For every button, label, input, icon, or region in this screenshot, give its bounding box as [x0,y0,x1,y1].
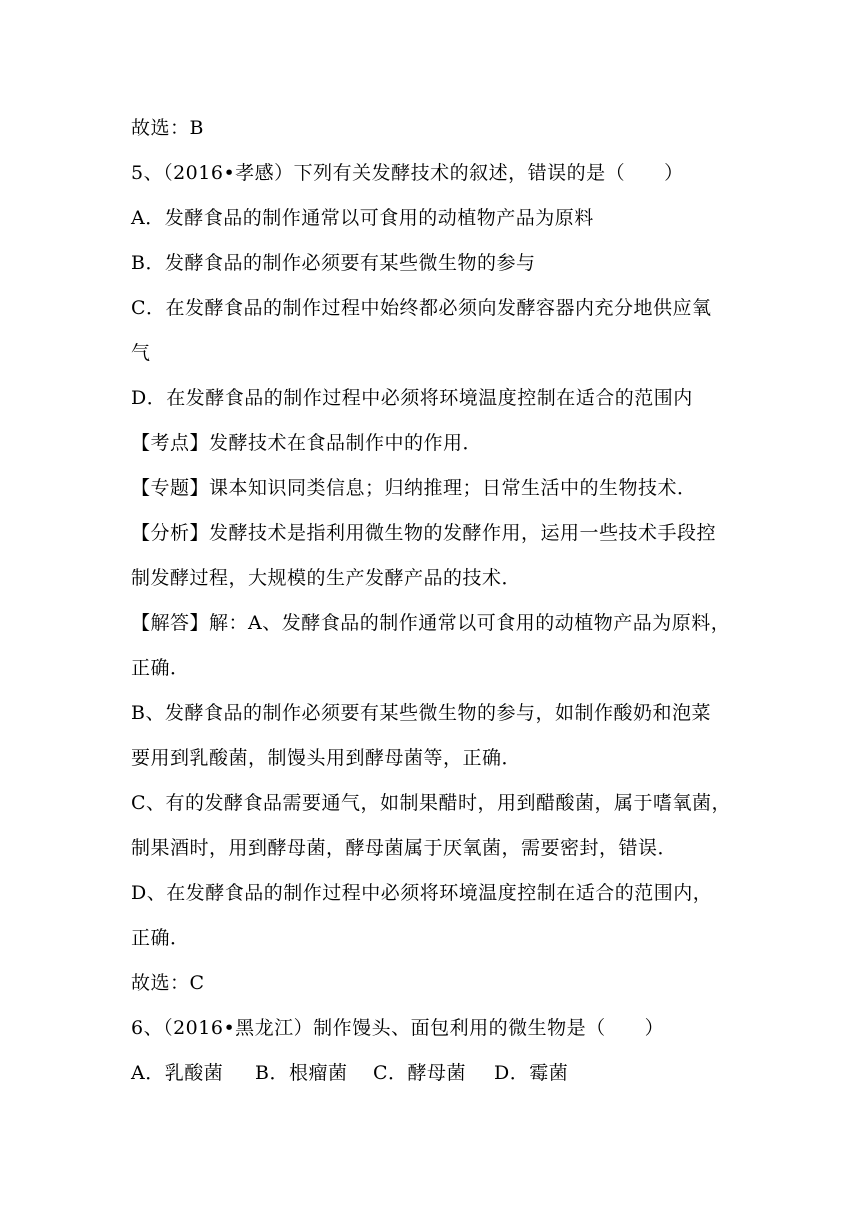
answer-choice-5: 故选：C [131,972,205,994]
jieda-line-1: 【解答】解：A、发酵食品的制作通常以可食用的动植物产品为原料， [131,612,731,634]
question-6-option-a: A．乳酸菌 [131,1062,224,1084]
question-6-option-d: D．霉菌 [494,1062,569,1084]
question-6-option-b: B．根瘤菌 [255,1062,348,1084]
explain-b-line-2: 要用到乳酸菌，制馒头用到酵母菌等，正确． [131,747,522,769]
question-5-option-a: A．发酵食品的制作通常以可食用的动植物产品为原料 [131,207,594,229]
explain-d-line-2: 正确． [131,927,190,949]
explain-b-line-1: B、发酵食品的制作必须要有某些微生物的参与，如制作酸奶和泡菜 [131,702,711,724]
question-5-stem: 5、（2016•孝感）下列有关发酵技术的叙述，错误的是（ ） [131,162,684,184]
fenxi-line-2: 制发酵过程，大规模的生产发酵产品的技术． [131,567,522,589]
explain-d-line-1: D、在发酵食品的制作过程中必须将环境温度控制在适合的范围内， [131,882,713,904]
explain-c-line-2: 制果酒时，用到酵母菌，酵母菌属于厌氧菌，需要密封，错误． [131,837,678,859]
jieda-line-2: 正确． [131,657,190,679]
explain-c-line-1: C、有的发酵食品需要通气，如制果醋时，用到醋酸菌，属于嗜氧菌， [131,792,732,814]
question-6-stem: 6、（2016•黑龙江）制作馒头、面包利用的微生物是（ ） [131,1017,665,1039]
question-6-option-c: C．酵母菌 [373,1062,467,1084]
question-5-option-c: C．在发酵食品的制作过程中始终都必须向发酵容器内充分地供应氧 [131,297,712,319]
kaodian-line: 【考点】发酵技术在食品制作中的作用． [131,432,483,454]
question-5-option-c-continued: 气 [131,342,151,364]
fenxi-line-1: 【分析】发酵技术是指利用微生物的发酵作用，运用一些技术手段控 [131,522,717,544]
answer-choice-4: 故选：B [131,117,204,139]
question-5-option-d: D．在发酵食品的制作过程中必须将环境温度控制在适合的范围内 [131,387,693,409]
question-5-option-b: B．发酵食品的制作必须要有某些微生物的参与 [131,252,536,274]
question-6-options [131,1061,568,1085]
zhuanti-line: 【专题】课本知识同类信息；归纳推理；日常生活中的生物技术． [131,477,697,499]
